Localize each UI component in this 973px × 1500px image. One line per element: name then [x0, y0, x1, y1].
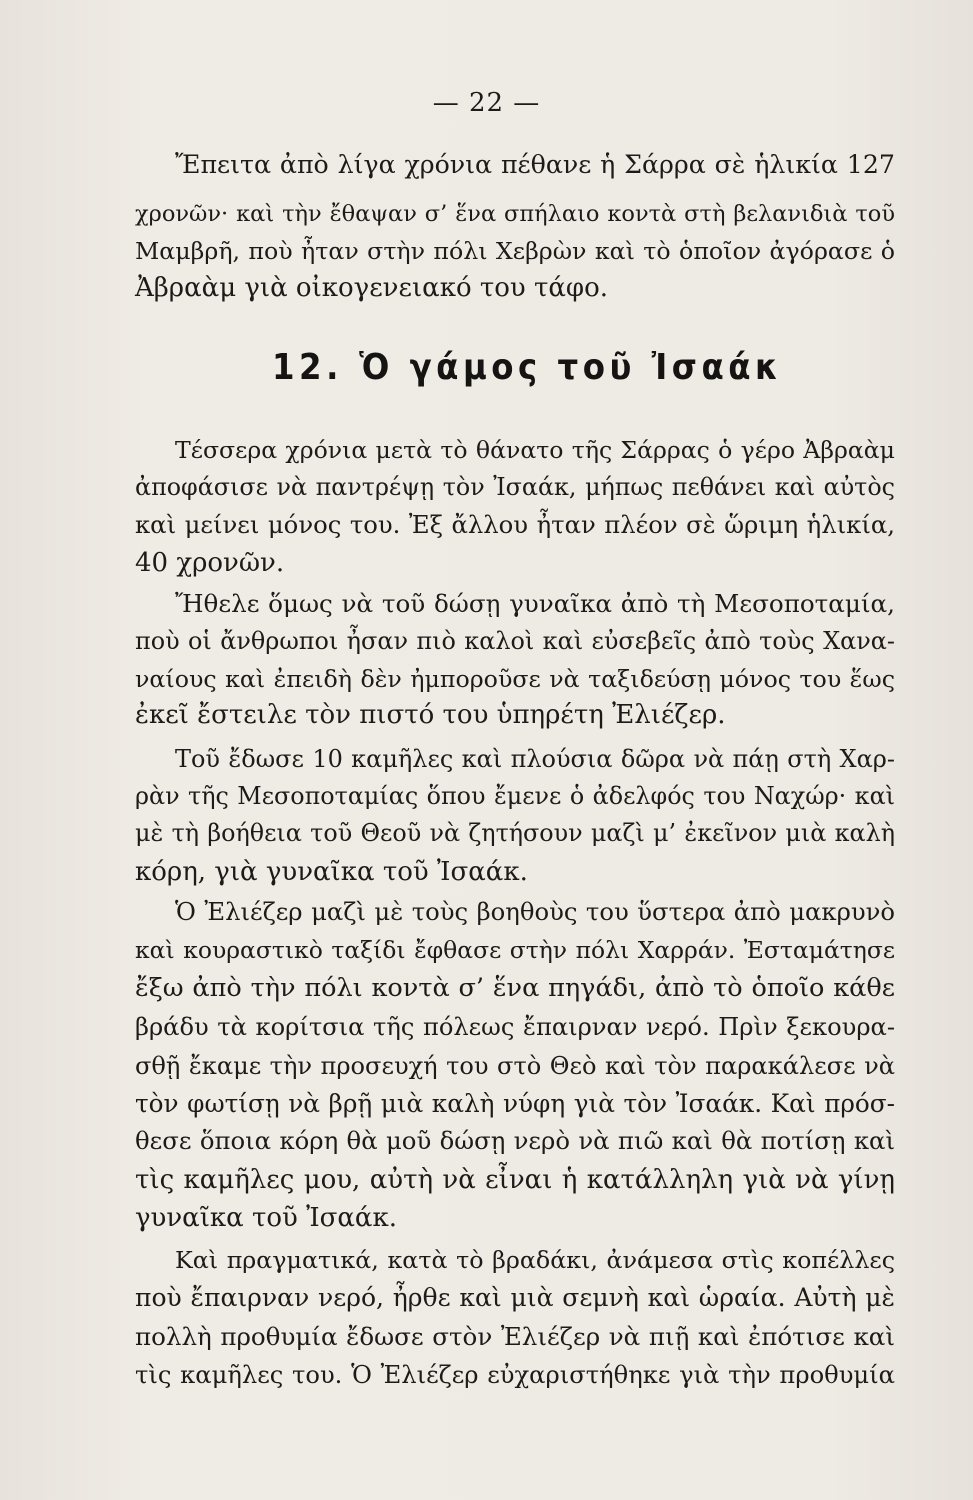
- chapter-number: 12.: [272, 347, 343, 388]
- text-line: Ἤθελε ὅμως νὰ τοῦ δώσῃ γυναῖκα ἀπὸ τὴ Μεσοποταμία,: [175, 589, 895, 618]
- text-line: τὶς καμῆλες του. Ὁ Ἐλιέζερ εὐχαριστήθηκε γιὰ τὴν προθυμία: [135, 1361, 895, 1389]
- text-line: Καὶ πραγματικά, κατὰ τὸ βραδάκι, ἀνάμεσα στὶς κοπέλλες: [175, 1246, 895, 1274]
- chapter-title: Ὁ γάμος τοῦ Ἰσαάκ: [359, 347, 783, 388]
- text-line: ἀποφάσισε νὰ παντρέψῃ τὸν Ἰσαάκ, μήπως πεθάνει καὶ αὐτὸς: [135, 473, 895, 501]
- text-line: ποὺ ἔπαιρναν νερό, ἦρθε καὶ μιὰ σεμνὴ καὶ ὡραία. Αὐτὴ μὲ: [135, 1283, 895, 1312]
- text-line: χρονῶν· καὶ τὴν ἔθαψαν σ’ ἕνα σπήλαιο κοντὰ στὴ βελανιδιὰ τοῦ: [135, 201, 895, 227]
- text-line: Ἀβραὰμ γιὰ οἰκογενειακό του τάφο.: [135, 273, 609, 303]
- text-line: θεσε ὅποια κόρη θὰ μοῦ δώσῃ νερὸ νὰ πιῶ καὶ θὰ ποτίσῃ καὶ: [135, 1126, 895, 1155]
- text-line: γυναῖκα τοῦ Ἰσαάκ.: [135, 1203, 398, 1233]
- text-line: Μαμβρῆ, ποὺ ἦταν στὴν πόλι Χεβρὼν καὶ τὸ ὁποῖον ἀγόρασε ὁ: [135, 237, 895, 265]
- text-line: καὶ κουραστικὸ ταξίδι ἔφθασε στὴν πόλι Χαρράν. Ἐσταμάτησε: [135, 936, 895, 964]
- text-line: ποὺ οἱ ἄνθρωποι ἦσαν πιὸ καλοὶ καὶ εὐσεβεῖς ἀπὸ τοὺς Χανα-: [135, 627, 895, 655]
- text-line: τὸν φωτίσῃ νὰ βρῇ μιὰ καλὴ νύφη γιὰ τὸν Ἰσαάκ. Καὶ πρόσ-: [135, 1089, 895, 1118]
- page-number: — 22 —: [432, 88, 541, 118]
- text-line: Τέσσερα χρόνια μετὰ τὸ θάνατο τῆς Σάρρας ὁ γέρο Ἀβραὰμ: [175, 436, 895, 464]
- text-line: ἔξω ἀπὸ τὴν πόλι κοντὰ σ’ ἕνα πηγάδι, ἀπὸ τὸ ὁποῖο κάθε: [135, 973, 895, 1003]
- text-line: ναίους καὶ ἐπειδὴ δὲν ἠμποροῦσε νὰ ταξιδεύσῃ μόνος του ἕως: [135, 665, 895, 693]
- text-line: σθῇ ἔκαμε τὴν προσευχή του στὸ Θεὸ καὶ τὸν παρακάλεσε νὰ: [135, 1052, 895, 1080]
- text-line: Τοῦ ἔδωσε 10 καμῆλες καὶ πλούσια δῶρα νὰ πάῃ στὴ Χαρ-: [175, 745, 895, 773]
- text-line: βράδυ τὰ κορίτσια τῆς πόλεως ἔπαιρναν νερό. Πρὶν ξεκουρα-: [135, 1013, 895, 1041]
- text-line: καὶ μείνει μόνος του. Ἐξ ἄλλου ἦταν πλέον σὲ ὥριμη ἡλικία,: [135, 510, 895, 539]
- text-line: μὲ τὴ βοήθεια τοῦ Θεοῦ νὰ ζητήσουν μαζὶ μ’ ἐκεῖνον μιὰ καλὴ: [135, 819, 895, 847]
- text-line: 40 χρονῶν.: [135, 548, 285, 578]
- text-line: ἐκεῖ ἔστειλε τὸν πιστό του ὑπηρέτη Ἐλιέζερ.: [135, 700, 726, 730]
- text-line: ρὰν τῆς Μεσοποταμίας ὅπου ἔμενε ὁ ἀδελφός του Ναχώρ· καὶ: [135, 782, 895, 810]
- text-line: πολλὴ προθυμία ἔδωσε στὸν Ἐλιέζερ νὰ πιῇ καὶ ἐπότισε καὶ: [135, 1322, 895, 1351]
- text-line: κόρη, γιὰ γυναῖκα τοῦ Ἰσαάκ.: [135, 857, 528, 887]
- text-line: Ἔπειτα ἀπὸ λίγα χρόνια πέθανε ἡ Σάρρα σὲ ἡλικία 127: [175, 150, 895, 179]
- text-line: τὶς καμῆλες μου, αὐτὴ νὰ εἶναι ἡ κατάλληλη γιὰ νὰ γίνῃ: [135, 1165, 895, 1195]
- text-line: Ὁ Ἐλιέζερ μαζὶ μὲ τοὺς βοηθοὺς του ὕστερα ἀπὸ μακρυνὸ: [175, 897, 895, 926]
- chapter-heading: [272, 347, 783, 388]
